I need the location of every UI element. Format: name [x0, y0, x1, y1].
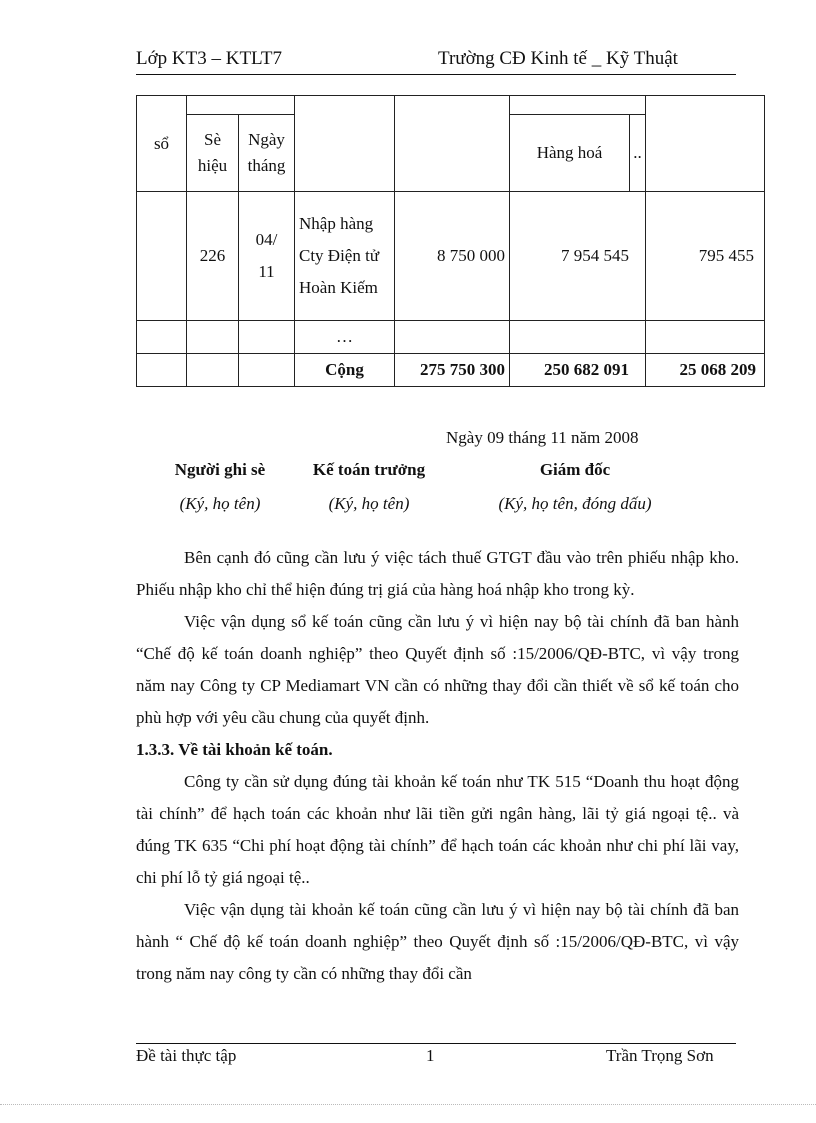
signature-sub: (Ký, họ tên) [328, 494, 410, 513]
row1-dien-giai: Nhập hàng Cty Điện tử Hoàn Kiếm [295, 192, 395, 321]
header-school: Trường CĐ Kinh tế _ Kỹ Thuật [438, 48, 678, 69]
table-header-row-top [137, 96, 765, 115]
col-dots: .. [630, 115, 646, 192]
signature-block [140, 460, 300, 514]
footer-title: Đề tài thực tập [136, 1046, 237, 1065]
row1-ngay: 04/ 11 [239, 192, 295, 321]
signature-block [470, 460, 680, 514]
row1-hang-hoa: 7 954 545 [510, 192, 646, 321]
row1-thue: 795 455 [646, 192, 765, 321]
ledger-table [136, 95, 765, 387]
row2-dien-giai: … [295, 321, 395, 354]
header-rule [136, 74, 736, 75]
row1-tong: 8 750 000 [395, 192, 510, 321]
signature-sub: (Ký, họ tên) [179, 494, 261, 513]
section-heading: 1.3.3. Về tài khoản kế toán. [136, 740, 333, 759]
table-total-row [137, 354, 765, 387]
signature-block [294, 460, 444, 514]
paragraph: Công ty cần sử dụng đúng tài khoản kế toán như TK 515 “Doanh thu hoạt động tài chính” để hạch toán các khoản như lãi tiền gửi ngân hàng, lãi tỷ giá ngoại tệ.. và đúng TK 635 “Chi phí hoạt động tài chính” để hạch toán các khoản như chi phí lãi vay, chi phí lỗ tỷ giá ngoại tệ.. [136, 772, 739, 887]
total-tong: 275 750 300 [395, 354, 510, 387]
body-text [136, 542, 739, 990]
signature-title: Kế toán trưởng [312, 460, 426, 479]
page-header [136, 48, 736, 74]
total-label: Cộng [295, 354, 395, 387]
table-row [137, 321, 765, 354]
signature-sub: (Ký, họ tên, đóng dấu) [498, 494, 652, 513]
footer-rule [136, 1043, 736, 1044]
signature-title: Người ghi sè [174, 460, 266, 479]
page-number: 1 [426, 1046, 435, 1065]
signature-title: Giám đốc [539, 460, 611, 479]
page-break-line [0, 1104, 816, 1105]
paragraph: Việc vận dụng sổ kế toán cũng cần lưu ý vì hiện nay bộ tài chính đã ban hành “Chế độ kế toán doanh nghiệp” theo Quyết định số :15/2006/QĐ-BTC, vì vậy trong năm nay Công ty CP Mediamart VN cần có những thay đổi cần thiết về sổ kế toán cho phù hợp với yêu cầu chung của quyết định. [136, 612, 739, 727]
total-thue: 25 068 209 [646, 354, 765, 387]
col-ngay-thang: Ngày tháng [239, 115, 295, 192]
table-row [137, 192, 765, 321]
col-hang-hoa: Hàng hoá [510, 115, 630, 192]
footer-author: Trần Trọng Sơn [606, 1046, 714, 1065]
paragraph: Bên cạnh đó cũng cần lưu ý việc tách thuế GTGT đầu vào trên phiếu nhập kho. Phiếu nhập kho chỉ thể hiện đúng trị giá của hàng hoá nhập kho trong kỳ. [136, 548, 739, 599]
paragraph: Việc vận dụng tài khoản kế toán cũng cần lưu ý vì hiện nay bộ tài chính đã ban hành “ Chế độ kế toán doanh nghiệp” theo Quyết định số :15/2006/QĐ-BTC, vì vậy trong năm nay công ty cần có những thay đổi cần [136, 900, 739, 983]
date-line: Ngày 09 tháng 11 năm 2008 [446, 428, 639, 447]
row1-so-hieu: 226 [187, 192, 239, 321]
col-so-hieu: Sè hiệu [187, 115, 239, 192]
col-so: sổ [137, 96, 187, 192]
header-class: Lớp KT3 – KTLT7 [136, 48, 283, 69]
total-hang-hoa: 250 682 091 [510, 354, 646, 387]
